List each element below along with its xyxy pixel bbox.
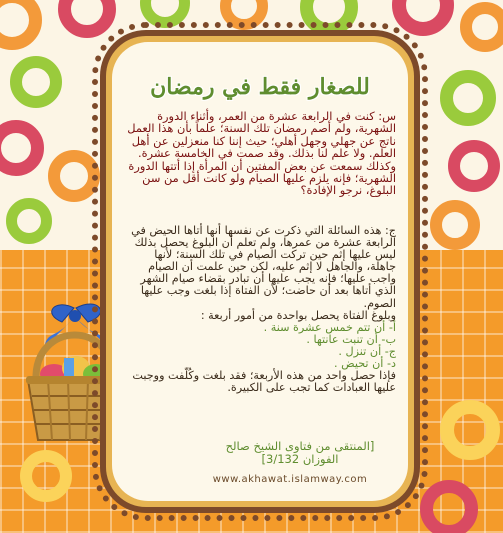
answer-intro: ج: هذه السائلة التي ذكرت عن نفسها أنها أتاها الحيض في الرابعة عشرة من عمرها، ولم تعلم أن البلوغ يحصل بذلك ليس عليها إثم حين تركت الصيام في تلك السنة؛ لأنها جاهلة، والجاهل لا إثم عليه، لكن حين علمت أن الصيام واجب عليها؛ فإنه يجب عليها أن تبادر بقضاء صيام الشهر الذي أتاها بعد أن حاضت؛ لأن الفتاة إذا بلغت وجب عليها الصوم. — [131, 224, 396, 310]
answer-option: أ- أن تتم خمس عشرة سنة . — [263, 320, 396, 334]
ring-decoration — [420, 480, 478, 533]
ring-decoration — [0, 0, 42, 50]
answer-option: د- أن تحيض . — [334, 357, 396, 371]
website-url: www.akhawat.islamway.com — [212, 474, 368, 485]
page-title: للصغار فقط في رمضان — [150, 74, 370, 100]
ring-decoration — [440, 400, 500, 460]
source-line-2: الفوزان 3/132] — [261, 452, 339, 466]
ring-decoration — [460, 2, 503, 52]
ring-decoration — [58, 0, 116, 38]
answer-conclusion: فإذا حصل واحد من هذه الأربعة؛ فقد بلغت وكُلّفت ووجبت عليها العبادات كما تجب على الكبيرة. — [132, 369, 396, 395]
ring-decoration — [440, 70, 496, 126]
ring-decoration — [430, 200, 480, 250]
source-line-1: [المنتقى من فتاوى الشيخ صالح — [225, 439, 375, 453]
question-text: س: كنت في الرابعة عشرة من العمر، وأثناء الدورة الشهرية، ولم أصم رمضان تلك السنة؛ علماً بأن هذا العمل ناتج عن جهلي وجهل أهلي؛ حيث إننا كنا منعزلين عن أهل العلم. ولا علم لنا بذلك. وقد صمت في الخامسة عشرة. وكذلك سمعت عن بعض المفتين أن المرأة إذا أتتها الدورة الشهرية؛ فإنه يلزم عليها الصيام ولو كانت أقل من سن البلوغ، نرجو الإفادة؟ — [127, 109, 396, 198]
answer-option: ب- أن تنبت عانتها . — [306, 332, 396, 346]
ring-decoration — [448, 140, 500, 192]
ring-decoration — [6, 198, 52, 244]
source-citation — [200, 440, 400, 466]
answer-option: ج- أن تنزل . — [338, 344, 396, 358]
ring-decoration — [20, 450, 72, 502]
answer-lead: وبلوغ الفتاة يحصل بواحدة من أمور أربعة : — [200, 308, 396, 322]
answer-block — [124, 225, 396, 394]
ring-decoration — [0, 120, 44, 176]
ring-decoration — [10, 56, 62, 108]
